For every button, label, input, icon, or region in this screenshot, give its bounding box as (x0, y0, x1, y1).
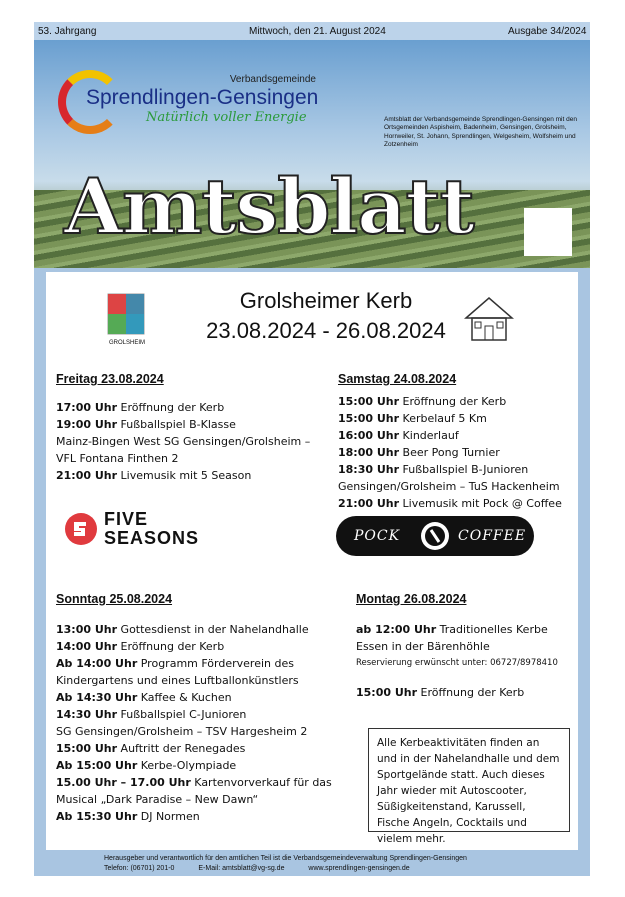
masthead-intro: Amtsblatt der Verbandsgemeinde Sprendlingen-Gensingen mit den Ortsgemeinden Aspisheim, Badenheim, Gensingen, Grolsheim, Horrweiler, St. Johann, Sprendlingen, Welgesheim, Wolfsheim und Zotzenheim (384, 116, 577, 149)
monday-section (356, 590, 576, 701)
list-item: 21:00 Uhr Livemusik mit 5 Season (56, 469, 252, 483)
list-item: Gensingen/Grolsheim – TuS Hackenheim (338, 480, 560, 494)
list-item: Kindergartens und eines Luftballonkünstlers (56, 674, 299, 688)
list-item: SG Gensingen/Grolsheim – TSV Hargesheim 2 (56, 725, 308, 739)
sunday-section (56, 590, 356, 825)
masthead-title: Amtsblatt (64, 162, 474, 251)
list-item: ab 12:00 Uhr Traditionelles Kerbe (356, 623, 548, 637)
crest-label: GROLSHEIM (108, 340, 145, 346)
coffee-label: COFFEE (458, 528, 527, 544)
list-item: 21:00 Uhr Livemusik mit Pock @ Coffee (338, 497, 562, 511)
page-footer (34, 852, 590, 876)
list-item: 18:30 Uhr Fußballspiel B-Junioren (338, 463, 529, 477)
saturday-section (338, 370, 578, 512)
event-title: Grolsheimer Kerb (239, 288, 413, 313)
five-seasons-icon (64, 512, 98, 546)
list-item: Essen in der Bärenhöhle (356, 640, 490, 654)
top-bar (34, 22, 590, 40)
list-item: 17:00 Uhr Eröffnung der Kerb (56, 401, 225, 415)
list-item: 16:00 Uhr Kinderlauf (338, 429, 459, 443)
house-drawing-icon (460, 290, 518, 344)
five-seasons-logo (64, 508, 234, 550)
list-item: 14:30 Uhr Fußballspiel C-Junioren (56, 708, 247, 722)
vg-name: Sprendlingen-Gensingen (86, 86, 319, 109)
friday-heading: Freitag 23.08.2024 (56, 372, 164, 386)
footer-contact (104, 864, 590, 874)
volume-label: 53. Jahrgang (38, 26, 97, 37)
footer-email[interactable]: E-Mail: amtsblatt@vg-sg.de (198, 864, 285, 872)
saturday-heading: Samstag 24.08.2024 (338, 372, 457, 386)
list-item: Mainz-Bingen West SG Gensingen/Grolsheim – (56, 435, 311, 449)
list-item: 18:00 Uhr Beer Pong Turnier (338, 446, 500, 460)
list-item: 15:00 Uhr Kerbelauf 5 Km (338, 412, 487, 426)
friday-section (56, 370, 326, 484)
list-item: 19:00 Uhr Fußballspiel B-Klasse (56, 418, 236, 432)
list-item: Ab 15:00 Uhr Kerbe-Olympiade (56, 759, 237, 773)
vg-label: Verbandsgemeinde (229, 74, 316, 85)
monday-heading: Montag 26.08.2024 (356, 592, 467, 606)
newsletter-page (34, 22, 590, 876)
list-item: VFL Fontana Finthen 2 (56, 452, 179, 466)
list-item: 15:00 Uhr Eröffnung der Kerb (338, 395, 507, 409)
cup-icon (420, 521, 450, 551)
list-item: 15:00 Uhr Eröffnung der Kerb (356, 686, 525, 700)
list-item: 15.00 Uhr – 17.00 Uhr Kartenvorverkauf für das (56, 776, 332, 790)
sunday-heading: Sonntag 25.08.2024 (56, 592, 173, 606)
event-dates: 23.08.2024 - 26.08.2024 (206, 317, 446, 343)
event-title-block (206, 286, 446, 345)
list-item: Ab 14:30 Uhr Kaffee & Kuchen (56, 691, 232, 705)
footer-phone: Telefon: (06701) 201-0 (104, 864, 175, 872)
list-item: Musical „Dark Paradise – New Dawn“ (56, 793, 259, 807)
event-card (46, 272, 578, 850)
footer-publisher: Herausgeber und verantwortlich für den amtlichen Teil ist die Verbandsgemeindeverwaltung Sprendlingen-Gensingen (104, 855, 467, 862)
reservation-note: Reservierung erwünscht unter: 06727/8978410 (356, 658, 558, 669)
five-seasons-text: FIVE SEASONS (104, 509, 200, 548)
issue-number: Ausgabe 34/2024 (508, 26, 587, 37)
masthead (34, 40, 590, 268)
list-item: 14:00 Uhr Eröffnung der Kerb (56, 640, 225, 654)
qr-code-icon[interactable] (524, 208, 572, 256)
list-item: Ab 15:30 Uhr DJ Normen (56, 810, 200, 824)
list-item: 13:00 Uhr Gottesdienst in der Nahelandhalle (56, 623, 309, 637)
list-item: Ab 14:00 Uhr Programm Förderverein des (56, 657, 294, 671)
vg-tagline: Natürlich voller Energie (146, 110, 307, 125)
issue-date: Mittwoch, den 21. August 2024 (249, 26, 386, 37)
list-item: 15:00 Uhr Auftritt der Renegades (56, 742, 246, 756)
grolsheim-crest-icon (106, 292, 146, 340)
pock-coffee-logo (336, 516, 534, 556)
info-box: Alle Kerbeaktivitäten finden an und in der Nahelandhalle und dem Sportgelände statt. Auch dieses Jahr wieder mit Autoscooter, Süßigkeitenstand, Karussell, Fische Angeln, Cocktails und vielem mehr. (368, 728, 570, 832)
footer-website[interactable]: www.sprendlingen-gensingen.de (308, 864, 410, 872)
pock-label: POCK (354, 528, 401, 544)
